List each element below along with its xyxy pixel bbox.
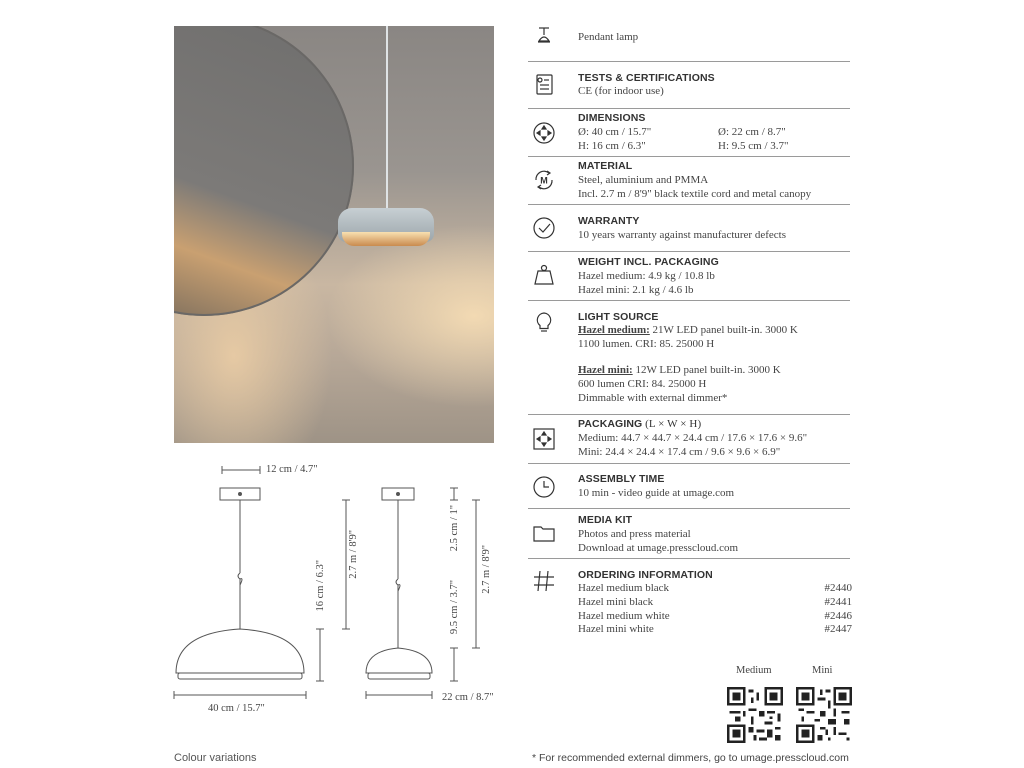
lamp-cord <box>174 26 494 443</box>
material-line: Incl. 2.7 m / 8'9" black textile cord and metal canopy <box>578 188 812 200</box>
weight-line: Hazel mini: 2.1 kg / 4.6 lb <box>578 284 694 296</box>
weight-line: Hazel medium: 4.9 kg / 10.8 lb <box>578 270 715 282</box>
weight-title: WEIGHT INCL. PACKAGING <box>578 256 719 268</box>
packaging-icon <box>531 426 557 452</box>
material-title: MATERIAL <box>578 160 633 172</box>
mini-diameter-label: 22 cm / 8.7" <box>442 692 494 703</box>
divider <box>528 61 850 62</box>
divider <box>528 108 850 109</box>
qr-code-mini[interactable] <box>796 687 852 743</box>
clock-icon <box>531 474 557 500</box>
weight-icon <box>531 262 557 288</box>
light-dimmable: Dimmable with external dimmer* <box>578 392 728 404</box>
qr-medium-label: Medium <box>736 665 772 676</box>
light-mini-name: Hazel mini: <box>578 364 633 376</box>
svg-text:M: M <box>540 175 548 186</box>
light-medium-rest: 21W LED panel built-in. 3000 K <box>649 324 798 336</box>
warranty-title: WARRANTY <box>578 215 640 227</box>
dimmer-footnote: * For recommended external dimmers, go to umage.presscloud.com <box>532 752 849 764</box>
divider <box>528 414 850 415</box>
media-line: Photos and press material <box>578 528 691 540</box>
technical-drawing <box>160 455 520 725</box>
colour-variations-label: Colour variations <box>174 752 257 764</box>
mini-height: H: 9.5 cm / 3.7" <box>718 140 789 152</box>
light-medium-line <box>578 324 798 338</box>
light-title: LIGHT SOURCE <box>578 311 659 323</box>
packaging-title-text: PACKAGING <box>578 418 643 430</box>
product-type: Pendant lamp <box>578 31 639 43</box>
assembly-line: 10 min - video guide at umage.com <box>578 487 735 499</box>
medium-diameter: Ø: 40 cm / 15.7" <box>578 126 652 138</box>
light-medium-line2: 1100 lumen. CRI: 85. 25000 H <box>578 338 715 350</box>
folder-icon <box>531 520 557 546</box>
light-mini-line <box>578 364 781 378</box>
light-medium-name: Hazel medium: <box>578 324 650 336</box>
ordering-item: Hazel medium black <box>578 582 670 594</box>
dimensions-title: DIMENSIONS <box>578 112 646 124</box>
ordering-code: #2441 <box>824 596 852 608</box>
ordering-code: #2440 <box>824 582 852 594</box>
medium-diameter-label: 40 cm / 15.7" <box>208 703 265 714</box>
qr-mini-label: Mini <box>812 665 833 676</box>
ordering-item: Hazel mini black <box>578 596 654 608</box>
divider <box>528 508 850 509</box>
hash-icon <box>531 568 557 594</box>
mini-height-label: 9.5 cm / 3.7" <box>449 580 460 635</box>
dimensions-icon <box>531 120 557 146</box>
tests-title: TESTS & CERTIFICATIONS <box>578 72 715 84</box>
warranty-line: 10 years warranty against manufacturer defects <box>578 229 786 241</box>
ordering-item: Hazel mini white <box>578 623 654 635</box>
packaging-title <box>578 418 701 430</box>
material-line: Steel, aluminium and PMMA <box>578 174 709 186</box>
material-icon <box>531 167 557 193</box>
packaging-line: Medium: 44.7 × 44.7 × 24.4 cm / 17.6 × 17.6 × 9.6" <box>578 432 808 444</box>
divider <box>528 300 850 301</box>
ordering-code: #2447 <box>824 623 852 635</box>
mini-cord-label: 2.7 m / 8'9" <box>481 545 492 594</box>
media-title: MEDIA KIT <box>578 514 633 526</box>
medium-height-label: 16 cm / 6.3" <box>315 560 326 612</box>
ordering-title: ORDERING INFORMATION <box>578 569 713 581</box>
lamp-glow <box>342 232 430 246</box>
divider <box>528 463 850 464</box>
media-link[interactable]: Download at umage.presscloud.com <box>578 542 739 554</box>
light-mini-rest: 12W LED panel built-in. 3000 K <box>632 364 781 376</box>
certificate-icon <box>531 72 557 98</box>
divider <box>528 251 850 252</box>
medium-height: H: 16 cm / 6.3" <box>578 140 646 152</box>
assembly-title: ASSEMBLY TIME <box>578 473 665 485</box>
divider <box>528 558 850 559</box>
mini-canopy-height-label: 2.5 cm / 1" <box>449 505 460 552</box>
product-photo <box>174 26 494 443</box>
ordering-item: Hazel medium white <box>578 610 670 622</box>
tests-line: CE (for indoor use) <box>578 85 664 97</box>
qr-code-medium[interactable] <box>727 687 783 743</box>
light-mini-line2: 600 lumen CRI: 84. 25000 H <box>578 378 707 390</box>
pendant-icon <box>531 25 557 51</box>
checkmark-icon <box>531 215 557 241</box>
ordering-code: #2446 <box>824 610 852 622</box>
divider <box>528 204 850 205</box>
packaging-title-suffix: (L × W × H) <box>642 418 702 430</box>
canopy-width-label: 12 cm / 4.7" <box>266 464 318 475</box>
medium-cord-label: 2.7 m / 8'9" <box>348 530 359 579</box>
lightbulb-icon <box>531 310 557 336</box>
mini-diameter: Ø: 22 cm / 8.7" <box>718 126 786 138</box>
divider <box>528 156 850 157</box>
packaging-line: Mini: 24.4 × 24.4 × 17.4 cm / 9.6 × 9.6 × 6.9" <box>578 446 781 458</box>
